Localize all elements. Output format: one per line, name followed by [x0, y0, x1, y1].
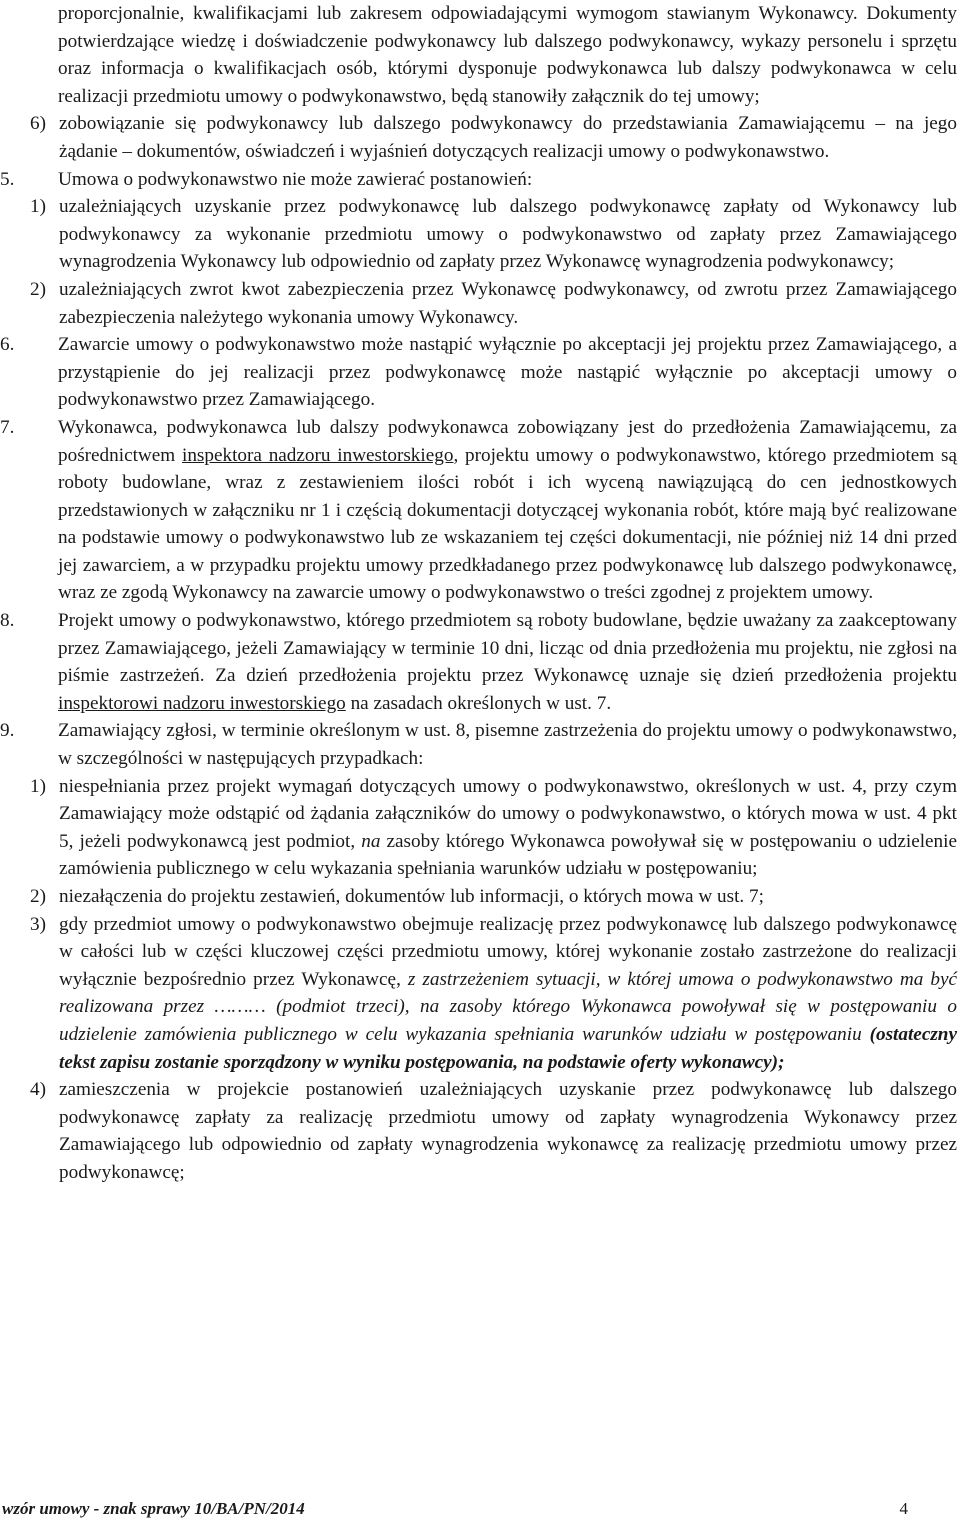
list-item-9-4 [30, 1076, 957, 1186]
paragraph-text-cont: na zasadach określonych w ust. 7. [345, 692, 612, 714]
footer-document-reference: wzór umowy - znak sprawy 10/BA/PN/2014 [2, 1499, 305, 1518]
list-text-italic: z zastrzeżeniem sytuacji, w której umowa o podwykonawstwo ma być realizowana przez ……… (podmiot trzeci), na zasoby którego Wykonawca powoływał się w postępowaniu o udzielenie zamówienia publicznego w celu wykazania spełniania warunków udziału w postępowaniu [59, 968, 957, 1045]
paragraph-intro: Umowa o podwykonawstwo nie może zawierać postanowień: [58, 168, 533, 190]
list-text: niespełniania przez projekt wymagań dotyczących umowy o podwykonawstwo, określonych w ust. 4, przy czym Zamawiający może odstąpić od żądania załączników do umowy o podwykonawstwo, o których mowa w ust. 4 pkt 5, jeżeli podwykonawcą jest podmiot, [59, 775, 957, 852]
list-item-9-3 [30, 911, 957, 1077]
paragraph-number: 6. [0, 334, 15, 356]
list-text-italic: na [361, 830, 381, 852]
list-number: 6) [30, 113, 46, 135]
inspector-reference: inspektorowi nadzoru inwestorskiego [58, 692, 346, 714]
list-number: 2) [30, 278, 46, 300]
paragraph-7 [0, 414, 957, 607]
list-text: uzależniających uzyskanie przez podwykonawcę lub dalszego podwykonawcę zapłaty od Wykonawcy lub podwykonawcy za wykonanie przedmiotu umowy o podwykonawstwo od zapłaty przez Zamawiającego wynagrodzenia Wykonawcy lub odpowiednio od zapłaty przez Wykonawcę wynagrodzenia podwykonawcy; [59, 196, 957, 273]
list-number: 1) [30, 196, 46, 218]
list-item-5-2 [30, 276, 957, 331]
list-text: niezałączenia do projektu zestawień, dokumentów lub informacji, o których mowa w ust. 7; [59, 886, 764, 907]
list-number: 1) [30, 775, 46, 797]
list-item-5-1 [30, 193, 957, 276]
list-text: gdy przedmiot umowy o podwykonawstwo obejmuje realizację przez podwykonawcę lub dalszego podwykonawcę w całości lub w części kluczowej części przedmiotu umowy, której wykonanie zostało zastrzeżone do realizacji wyłącznie bezpośrednio przez Wykonawcę, [59, 913, 957, 990]
paragraph-text: Projekt umowy o podwykonawstwo, którego przedmiotem są roboty budowlane, będzie uważany za zaakceptowany przez Zamawiającego, jeżeli Zamawiający w terminie 10 dni, licząc od dnia przedłożenia mu projektu, nie zgłosi na piśmie zastrzeżeń. Za dzień przedłożenia projektu przez Wykonawcę uznaje się dzień przedłożenia projektu [58, 610, 957, 687]
list-text-bold-italic: (ostateczny tekst zapisu zostanie sporządzony w wyniku postępowania, na podstawie oferty wykonawcy); [59, 1023, 957, 1073]
list-text-cont: zasoby którego Wykonawca powoływał się w postępowaniu o udzielenie zamówienia publicznego w celu wykazania spełniania warunków udziału w postępowaniu; [59, 830, 957, 880]
list-number: 4) [30, 1079, 46, 1101]
list-item-6 [30, 110, 957, 165]
paragraph-number: 8. [0, 610, 15, 632]
paragraph-text: Wykonawca, podwykonawca lub dalszy podwykonawca zobowiązany jest do przedłożenia Zamawiającemu, za pośrednictwem [58, 416, 957, 466]
paragraph-5 [0, 166, 957, 194]
paragraph-number: 9. [0, 720, 15, 742]
paragraph-number: 5. [0, 168, 15, 190]
continuation-paragraph [30, 0, 957, 110]
list-text: zamieszczenia w projekcie postanowień uzależniających uzyskanie przez podwykonawcę lub dalszego podwykonawcę zapłaty za realizację przedmiotu umowy od zapłaty wynagrodzenia Wykonawcy przez Zamawiającego lub odpowiednio od zapłaty wynagrodzenia wykonawcę za realizację przedmiotu umowy przez podwykonawcę; [59, 1079, 957, 1183]
list-number: 2) [30, 886, 46, 907]
paragraph-6 [0, 331, 957, 414]
list-item-9-1 [30, 773, 957, 883]
list-text: zobowiązanie się podwykonawcy lub dalszego podwykonawcy do przedstawiania Zamawiającemu – na jego żądanie – dokumentów, oświadczeń i wyjaśnień dotyczących realizacji umowy o podwykonawstwo. [59, 113, 957, 162]
paragraph-intro: Zamawiający zgłosi, w terminie określonym w ust. 8, pisemne zastrzeżenia do projektu umowy o podwykonawstwo, w szczególności w następujących przypadkach: [58, 720, 957, 770]
inspector-reference: inspektora nadzoru inwestorskiego [182, 444, 454, 466]
paragraph-8 [0, 607, 957, 717]
continuation-text: proporcjonalnie, kwalifikacjami lub zakresem odpowiadającymi wymogom stawianym Wykonawcy. Dokumenty potwierdzające wiedzę i doświadczenie podwykonawcy lub dalszego podwykonawcy, wykazy personelu i sprzętu oraz informacja o kwalifikacjach osób, którymi dysponuje podwykonawca lub dalszy podwykonawca w celu realizacji przedmiotu umowy o podwykonawstwo, będą stanowiły załącznik do tej umowy; [58, 3, 957, 107]
list-text: uzależniających zwrot kwot zabezpieczenia przez Wykonawcę podwykonawcy, od zwrotu przez Zamawiającego zabezpieczenia należytego wykonania umowy Wykonawcy. [59, 278, 957, 328]
paragraph-text-cont: , projektu umowy o podwykonawstwo, którego przedmiotem są roboty budowlane, wraz z zestawieniem ilości robót i ich wyceną nawiązującą do cen jednostkowych przedstawionych w załączniku nr 1 i częścią dokumentacji dotyczącej wykonania robót, które mają być realizowane na podstawie umowy o podwykonawstwo lub ze wskazaniem tej części dokumentacji, nie później niż 14 dni przed jej zawarciem, a w przypadku projektu umowy przedkładanego przez podwykonawcę lub dalszego podwykonawcę, wraz ze zgodą Wykonawcy na zawarcie umowy o podwykonawstwo o treści zgodnej z projektem umowy. [58, 444, 957, 604]
list-item-9-2 [30, 883, 957, 911]
paragraph-text: Zawarcie umowy o podwykonawstwo może nastąpić wyłącznie po akceptacji jej projektu przez Zamawiającego, a przystąpienie do jej realizacji przez podwykonawcę może nastąpić wyłącznie po akceptacji umowy o podwykonawstwo przez Zamawiającego. [58, 334, 957, 411]
page-number: 4 [899, 1499, 908, 1518]
page-footer [2, 1498, 908, 1520]
list-number: 3) [30, 913, 46, 935]
paragraph-number: 7. [0, 416, 15, 438]
paragraph-9 [0, 717, 957, 772]
